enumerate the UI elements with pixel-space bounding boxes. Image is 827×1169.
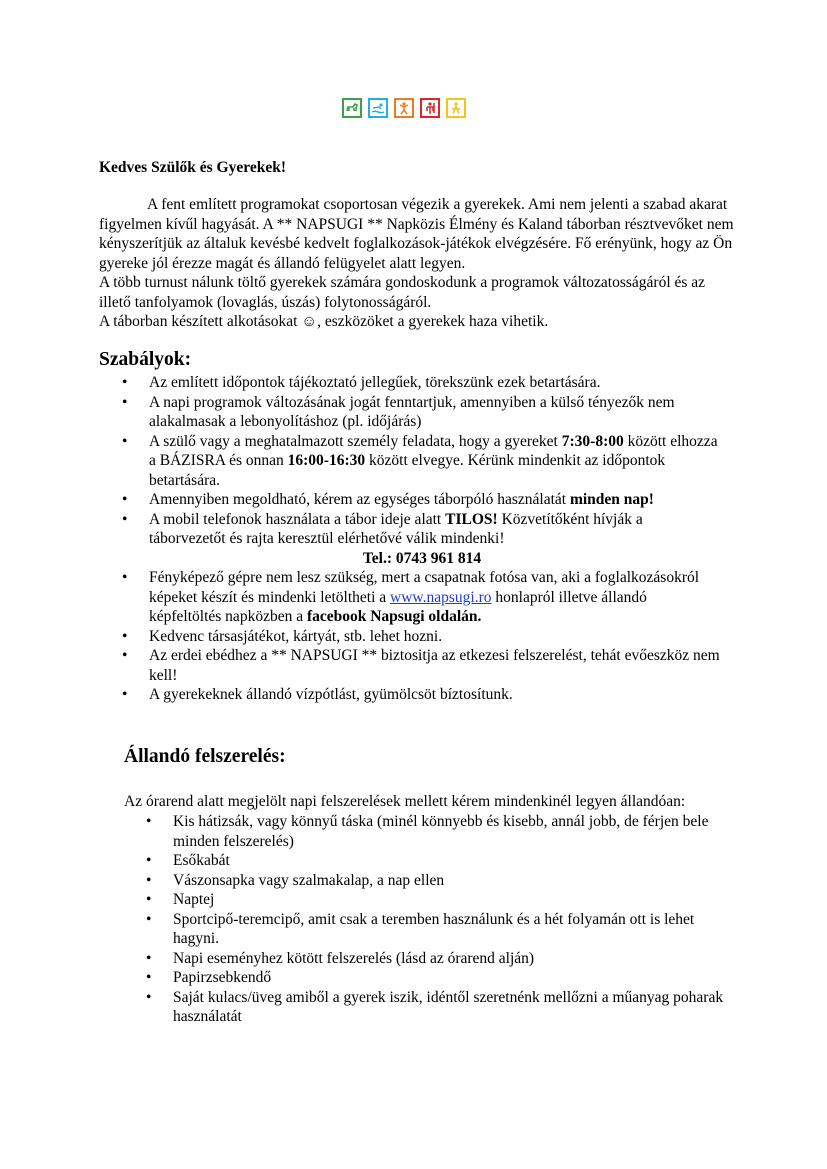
figure-yellow-icon [446, 98, 466, 118]
equipment-heading: Állandó felszerelés: [124, 746, 286, 767]
dancer-icon [394, 98, 414, 118]
intro-paragraph-3: A táborban készített alkotásokat ☺, eszközöket a gyerekek haza vihetik. [99, 313, 549, 330]
rules-list [122, 373, 722, 705]
list-item: • Kis hátizsák, vagy könnyű táska (minél könnyebb és kisebb, annál jobb, de férjen bele minden felszerelés) [146, 813, 709, 850]
list-item: • A napi programok változásának jogát fenntartjuk, amennyiben a külső tényezők nem alakalmasak a lebonyolításhoz (pl. időjárás) [122, 393, 675, 430]
list-item: • A gyerekeknek állandó vízpótlást, gyümölcsöt bíztosítunk. [122, 686, 513, 703]
horse-icon [342, 98, 362, 118]
intro-paragraph-2: A több turnust nálunk töltő gyerekek számára gondoskodunk a programok változatosságáról és az illető tanfolyamok (lovaglás, úszás) folytonosságáról. [99, 274, 706, 311]
greeting-heading: Kedves Szülők és Gyerekek! [99, 159, 286, 176]
list-item: • Az erdei ebédhez a ** NAPSUGI ** biztositja az etkezesi felszerelést, tehát evőeszköz nem kell! [122, 647, 720, 684]
activity-logos [342, 98, 466, 118]
list-item: • Saját kulacs/üveg amiből a gyerek iszik, idéntől szeretnénk mellőzni a műanyag poharak használatát [146, 988, 724, 1025]
list-item: • A mobil telefonok használata a tábor ideje alatt TILOS! Közvetítőként hívják a táborvezetőt és rajta keresztül elérhetővé válik mindenki! [122, 510, 643, 547]
intro-text [99, 195, 739, 332]
website-link[interactable]: www.napsugi.ro [390, 588, 492, 606]
equipment-intro: Az órarend alatt megjelölt napi felszerelések mellett kérem mindenkinél legyen állandóan: [124, 793, 686, 810]
list-item: • Kedvenc társasjátékot, kártyát, stb. lehet hozni. [122, 627, 443, 645]
list-item: • Fényképező gépre nem lesz szükség, mert a csapatnak fotósa van, aki a foglalkozásokról képeket készít és mindenki letöltheti a www.napsugi.ro honlapról illetve állandó képfeltöltés napközben a facebook Napsugi oldalán. [122, 569, 700, 625]
list-item: • Sportcipő-teremcipő, amit csak a teremben használunk és a hét folyamán ott is lehet hagyni. [146, 910, 695, 947]
equipment-list [146, 812, 726, 1027]
list-item: • Esőkabát [146, 852, 230, 869]
list-item: • Napi eseményhez kötött felszerelés (lásd az órarend alján) [146, 949, 535, 967]
list-item: • A szülő vagy a meghatalmazott személy feladata, hogy a gyereket 7:30-8:00 között elhozza a BÁZISRA és onnan 16:00-16:30 között elvegye. Kérünk mindenkit az időpontok betartására. [122, 432, 718, 489]
phone-number: Tel.: 0743 961 814 [362, 549, 482, 567]
swimmer-icon [368, 98, 388, 118]
list-item: • Papirzsebkendő [146, 969, 272, 986]
figure-icon [420, 98, 440, 118]
list-item: • Amennyiben megoldható, kérem az egységes táborpóló használatát minden nap! [122, 491, 654, 508]
list-item: • Vászonsapka vagy szalmakalap, a nap ellen [146, 871, 445, 889]
rules-heading: Szabályok: [99, 349, 192, 370]
list-item: • Naptej [146, 891, 215, 908]
intro-paragraph-1: A fent említett programokat csoportosan végezik a gyerekek. Ami nem jelenti a szabad akarat figyelmen kívűl hagyását. A ** NAPSUGI ** Napközis Élmény és Kaland táborban résztvevőket nem kényszerítjük az általuk kevésbé kedvelt foglalkozások-játékok elvégzésére. Fő erényünk, hogy az Ön gyereke jól érezze magát és állandó felügyelet alatt legyen. [99, 196, 734, 272]
list-item: • Az említett időpontok tájékoztató jellegűek, törekszünk ezek betartására. [122, 374, 601, 391]
